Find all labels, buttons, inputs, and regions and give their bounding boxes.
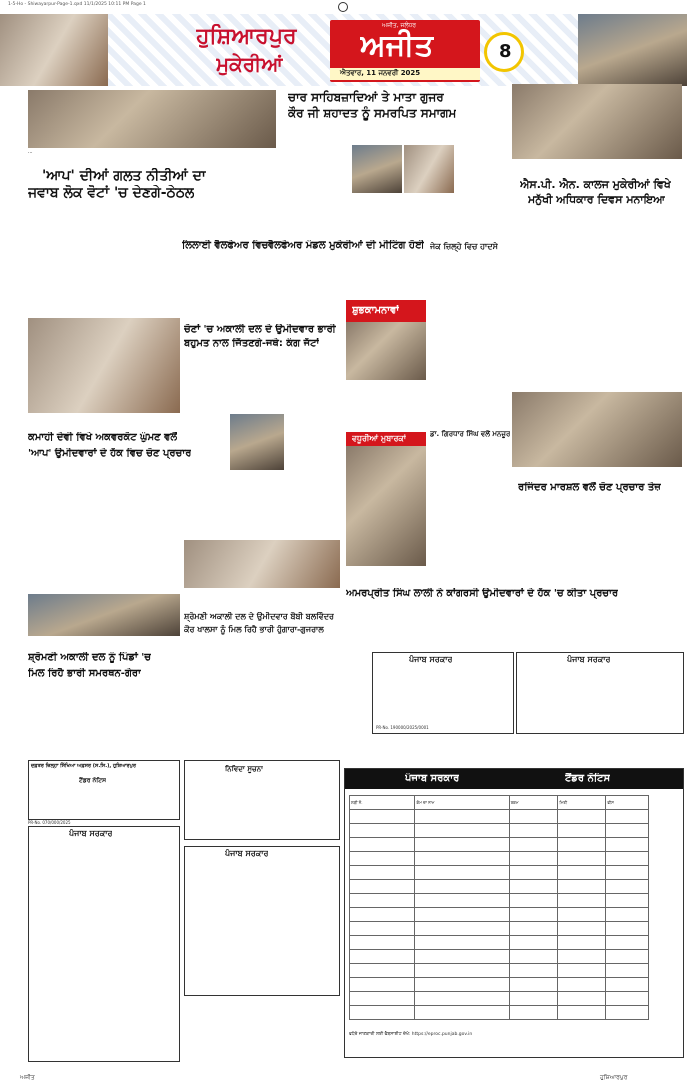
page-number: 8	[499, 41, 512, 62]
ad-punjab-sarkar-left-lower	[28, 826, 180, 1062]
masthead-photo-left	[0, 14, 108, 86]
body-amarpreet	[346, 606, 682, 650]
paper-prefix: ਅਜੀਤ, ਜਲੰਧਰ	[382, 22, 417, 29]
ad-punjab-sarkar-lower	[184, 846, 340, 996]
tender-cell	[558, 1006, 606, 1020]
tender-cell	[509, 992, 558, 1006]
tender-cell	[350, 950, 415, 964]
tender-row	[350, 838, 649, 852]
tender-cell	[350, 880, 415, 894]
tender-cell	[415, 936, 509, 950]
tender-cell	[558, 964, 606, 978]
tender-row	[350, 936, 649, 950]
tender-cell	[509, 950, 558, 964]
tender-cell	[606, 950, 649, 964]
ad-lower-body	[188, 863, 338, 993]
tender-row	[350, 852, 649, 866]
ad-tender-small-title: ਨਿਵਿਦਾ ਸੂਚਨਾ	[225, 765, 264, 773]
tender-cell	[606, 866, 649, 880]
masthead-photo-right	[578, 14, 687, 86]
footer-right: ਹੁਸ਼ਿਆਰਪੁਰ	[600, 1074, 628, 1081]
headline-ssp-2: ਮਨੁੱਖੀ ਅਧਿਕਾਰ ਦਿਵਸ ਮਨਾਇਆ	[528, 193, 666, 206]
tender-cell	[558, 992, 606, 1006]
tender-cell	[606, 922, 649, 936]
tender-cell	[415, 978, 509, 992]
tender-header-right: ਟੈਂਡਰ ਨੋਟਿਸ	[565, 773, 611, 784]
tender-cell	[558, 922, 606, 936]
tender-header-band	[345, 769, 683, 789]
story-photo-couple	[346, 322, 426, 380]
tender-cell	[606, 824, 649, 838]
tender-row	[350, 880, 649, 894]
headline-shiromani-1: ਸ਼੍ਰੋਮਣੀ ਅਕਾਲੀ ਦਲ ਨੂੰ ਪਿੰਡਾਂ 'ਚ	[28, 652, 152, 663]
headline-welfare: ਵੈਲਫੇਅਰ ਮੰਡਲ ਮੁਕੇਰੀਆਂ ਦੀ ਮੀਟਿੰਗ ਹੋਈ	[268, 240, 425, 251]
headline-bhatni-1: ਸ਼੍ਰੋਮਣੀ ਅਕਾਲੀ ਦਲ ਦੇ ਉਮੀਦਵਾਰ ਬੌਬੀ ਬਲਵਿੰਦਰ	[184, 612, 334, 621]
tender-cell	[415, 908, 509, 922]
headline-college: ਡਾ. ਗਿਰਧਾਰ ਸਿੰਘ ਵਲੋਂ ਮਨਜ਼ੂਰ	[430, 430, 511, 438]
tender-cell	[415, 992, 509, 1006]
registration-mark-top	[338, 2, 348, 12]
headline-jilla: ਜੇਕ ਜ਼ਿਲ੍ਹੇ ਵਿਚ ਹਾਦਸੇ	[430, 242, 498, 251]
story-photo-aap-workers	[28, 318, 180, 413]
tender-cell	[415, 824, 509, 838]
ad-punjab-sarkar-mid	[372, 652, 514, 734]
caption-ssp	[512, 162, 682, 176]
tender-cell	[350, 838, 415, 852]
ad-zila-pr: PR-No. 070/000/2025	[28, 820, 71, 825]
tender-cell	[606, 964, 649, 978]
headline-aap-2: ਜਵਾਬ ਲੋਕ ਵੋਟਾਂ 'ਚ ਦੇਣਗੇ-ਠੇਠਲ	[28, 185, 195, 201]
headline-bhatni-2: ਕੌਰ ਖਾਲਸਾ ਨੂੰ ਮਿਲ ਰਿਹੈ ਭਾਰੀ ਹੁੰਗਾਰਾ-ਗੁਜਰਾਲ	[184, 625, 324, 634]
tender-col-1: ਲੜੀ ਨੰ.	[350, 796, 415, 810]
footer-left: ਅਜੀਤ	[20, 1074, 35, 1081]
tender-cell	[415, 866, 509, 880]
tender-row	[350, 992, 649, 1006]
tender-cell	[350, 922, 415, 936]
tender-cell	[558, 936, 606, 950]
tender-cell	[350, 936, 415, 950]
story-photo-rajinder	[512, 392, 682, 467]
tender-cell	[415, 922, 509, 936]
story-photo-shiromani	[28, 594, 180, 636]
tender-cell	[415, 1006, 509, 1020]
tender-cell	[350, 908, 415, 922]
tender-cell	[350, 978, 415, 992]
ad-right-body	[520, 667, 682, 731]
tender-footer-line: ਵਧੇਰੇ ਜਾਣਕਾਰੀ ਲਈ ਵੈਬਸਾਈਟ ਦੇਖੋ: https://eproc.punjab.gov.in	[349, 1032, 473, 1037]
tender-row	[350, 922, 649, 936]
ad-zila-sub: ਟੈਂਡਰ ਨੋਟਿਸ	[79, 777, 107, 784]
tender-cell	[558, 824, 606, 838]
tender-col-3: ਰਕਮ	[509, 796, 558, 810]
tender-header-row	[350, 796, 649, 810]
tender-row	[350, 824, 649, 838]
tender-cell	[350, 852, 415, 866]
tender-cell	[558, 852, 606, 866]
ad-tender-big	[344, 768, 684, 1058]
body-akali	[184, 354, 340, 534]
tender-col-4: ਮਿਤੀ	[558, 796, 606, 810]
paper-name: ਅਜੀਤ	[360, 28, 434, 63]
tender-cell	[606, 838, 649, 852]
ad-zila-body	[31, 785, 179, 817]
tender-cell	[415, 964, 509, 978]
story-photo-rally	[184, 540, 340, 588]
tender-row	[350, 908, 649, 922]
headline-sahibzade-2: ਕੌਰ ਜੀ ਸ਼ਹਾਦਤ ਨੂੰ ਸਮਰਪਿਤ ਸਮਾਗਮ	[288, 106, 457, 120]
tender-cell	[509, 922, 558, 936]
headline-shiromani-2: ਮਿਲ ਰਿਹੈ ਭਾਰੀ ਸਮਰਥਨ-ਗੇਰਾ	[28, 668, 141, 679]
ad-punjab-sarkar-right	[516, 652, 684, 734]
tender-cell	[558, 978, 606, 992]
headline-aap-1: 'ਆਪ' ਦੀਆਂ ਗਲਤ ਨੀਤੀਆਂ ਦਾ	[42, 168, 206, 184]
masthead	[0, 12, 687, 90]
tender-cell	[509, 978, 558, 992]
tender-cell	[415, 950, 509, 964]
headline-sahibzade-1: ਚਾਰ ਸਾਹਿਬਜ਼ਾਦਿਆਂ ਤੇ ਮਾਤਾ ਗੁਜਰ	[288, 90, 444, 104]
paper-logo-box	[330, 20, 480, 82]
tender-cell	[509, 964, 558, 978]
tender-cell	[509, 894, 558, 908]
tender-cell	[558, 810, 606, 824]
edition-date: ਐਤਵਾਰ, 11 ਜਨਵਰੀ 2025	[340, 69, 421, 77]
ad-zila-sikhya	[28, 760, 180, 820]
ad-tender-small-body	[188, 777, 338, 837]
tender-row	[350, 894, 649, 908]
headline-ssp-1: ਐਸ.ਪੀ. ਐਨ. ਕਾਲਜ ਮੁਕੇਰੀਆਂ ਵਿਖੇ	[520, 178, 671, 191]
tender-cell	[558, 880, 606, 894]
headline-kamahi-2: 'ਆਪ' ਉਮੀਦਵਾਰਾਂ ਦੇ ਹੱਕ ਵਿਚ ਚੋਣ ਪ੍ਰਚਾਰ	[28, 448, 192, 459]
tender-cell	[558, 866, 606, 880]
tender-cell	[509, 852, 558, 866]
headline-pilot: ਲਿਲਾਈ ਵੈਲਫੇਅਰ ਵਿਚ	[182, 240, 269, 251]
tender-cell	[606, 908, 649, 922]
tender-cell	[509, 866, 558, 880]
date-line	[330, 68, 480, 80]
body-sahibzade-left	[288, 125, 348, 233]
tender-cell	[606, 978, 649, 992]
story-photo-sahibzade-1	[352, 145, 402, 193]
ad-left-lower-body	[32, 843, 178, 1053]
tender-cell	[415, 810, 509, 824]
page-number-badge	[484, 32, 524, 72]
print-file-line: 1-5-Ho - Shiwayarpur-Page-1.qxd 11/1/2025 10:11 PM Page 1	[8, 2, 146, 7]
headline-akali-1: ਚੋਣਾਂ 'ਚ ਅਕਾਲੀ ਦਲ ਦੇ ਉਮੀਦਵਾਰ ਭਾਰੀ	[184, 324, 336, 335]
tender-cell	[350, 866, 415, 880]
tender-cell	[415, 894, 509, 908]
tender-row	[350, 1006, 649, 1020]
headline-rajinder: ਰਜਿੰਦਰ ਮਾਰਸ਼ਲ ਵਲੋਂ ਚੋਣ ਪ੍ਰਚਾਰ ਤੇਜ਼	[518, 482, 661, 493]
tender-row	[350, 866, 649, 880]
tender-header-left: ਪੰਜਾਬ ਸਰਕਾਰ	[405, 773, 460, 784]
caption-rajinder	[512, 468, 682, 480]
headline-akali-2: ਬਹੁਮਤ ਨਾਲ ਜਿੱਤਣਗੇ-ਜਥੇ: ਕੰਗ ਜੱਟਾਂ	[184, 338, 320, 349]
tender-row	[350, 810, 649, 824]
tender-col-2: ਕੰਮ ਦਾ ਨਾਮ	[415, 796, 509, 810]
story-photo-aap-group	[28, 90, 276, 148]
edition-title-2: ਮੁਕੇਰੀਆਂ	[216, 52, 284, 76]
story-photo-vadhai	[346, 446, 426, 566]
tender-cell	[606, 992, 649, 1006]
tender-cell	[350, 992, 415, 1006]
vadhai-label: ਵਧੂਰੀਆਂ ਮੁਬਾਰਕਾਂ	[352, 434, 407, 443]
caption-aap: ...	[28, 149, 33, 155]
shagun-box	[346, 300, 426, 322]
ad-left-lower-title: ਪੰਜਾਬ ਸਰਕਾਰ	[69, 829, 113, 838]
headline-amarpreet: ਅਮਰਪ੍ਰੀਤ ਸਿੰਘ ਲਾਲੀ ਨੇ ਕਾਂਗਰਸੀ ਉਮੀਦਵਾਰਾਂ ਦੇ ਹੱਕ 'ਚ ਕੀਤਾ ਪ੍ਰਚਾਰ	[346, 588, 619, 599]
ad-mid-pr: PR-No. 190000/2025/0001	[376, 725, 429, 730]
vadhai-box	[346, 432, 426, 446]
body-shiromani	[28, 684, 180, 754]
tender-cell	[509, 936, 558, 950]
tender-cell	[350, 1006, 415, 1020]
tender-cell	[558, 908, 606, 922]
body-kamahi	[28, 466, 180, 588]
body-ssp	[512, 210, 682, 378]
tender-cell	[415, 880, 509, 894]
caption-workers	[28, 414, 180, 426]
tender-cell	[606, 936, 649, 950]
edition-title-1: ਹੁਸ਼ਿਆਰਪੁਰ	[196, 24, 297, 49]
tender-table-wrap	[349, 795, 649, 1025]
masthead-title-box	[190, 22, 320, 80]
tender-cell	[509, 838, 558, 852]
tender-row	[350, 964, 649, 978]
tender-cell	[350, 964, 415, 978]
caption-shiromani	[28, 637, 180, 651]
body-sahibzade-right	[458, 125, 506, 233]
tender-cell	[415, 852, 509, 866]
tender-col-5: ਫੀਸ	[606, 796, 649, 810]
body-rajinder	[512, 498, 682, 588]
headline-kamahi-1: ਕਮਾਹੀ ਦੇਵੀ ਵਿਖੇ ਅਕਵਰਕੋਟ ਘੁੰਮਣ ਵਲੋਂ	[28, 432, 178, 443]
tender-cell	[509, 880, 558, 894]
story-photo-ssp-class	[512, 84, 682, 159]
tender-table	[349, 795, 649, 1020]
ad-mid-title: ਪੰਜਾਬ ਸਰਕਾਰ	[409, 655, 453, 664]
tender-cell	[558, 838, 606, 852]
body-bhatni	[184, 640, 340, 756]
ad-lower-title: ਪੰਜਾਬ ਸਰਕਾਰ	[225, 849, 269, 858]
ad-zila-title: ਦਫ਼ਤਰ ਜ਼ਿਲ੍ਹਾ ਸਿੱਖਿਆ ਅਫ਼ਸਰ (ਸ.ਸਿ.), ਹੁਸ਼ਿਆਰਪੁਰ	[31, 763, 136, 769]
tender-cell	[606, 852, 649, 866]
tender-cell	[509, 908, 558, 922]
tender-cell	[509, 1006, 558, 1020]
tender-cell	[606, 1006, 649, 1020]
tender-cell	[606, 810, 649, 824]
tender-row	[350, 978, 649, 992]
story-photo-sahibzade-2	[404, 145, 454, 193]
tender-cell	[558, 894, 606, 908]
tender-cell	[415, 838, 509, 852]
ad-right-title: ਪੰਜਾਬ ਸਰਕਾਰ	[567, 655, 611, 664]
shagun-label: ਸ਼ੁਭਕਾਮਨਾਵਾਂ	[352, 305, 400, 316]
tender-cell	[606, 880, 649, 894]
tender-cell	[350, 810, 415, 824]
tender-cell	[350, 824, 415, 838]
ad-tender-small	[184, 760, 340, 840]
body-jilla	[428, 256, 508, 426]
tender-cell	[509, 824, 558, 838]
tender-cell	[606, 894, 649, 908]
tender-cell	[350, 894, 415, 908]
tender-cell	[509, 810, 558, 824]
footer-bar	[0, 1070, 687, 1089]
tender-cell	[558, 950, 606, 964]
tender-row	[350, 950, 649, 964]
ad-mid-body	[376, 667, 512, 723]
